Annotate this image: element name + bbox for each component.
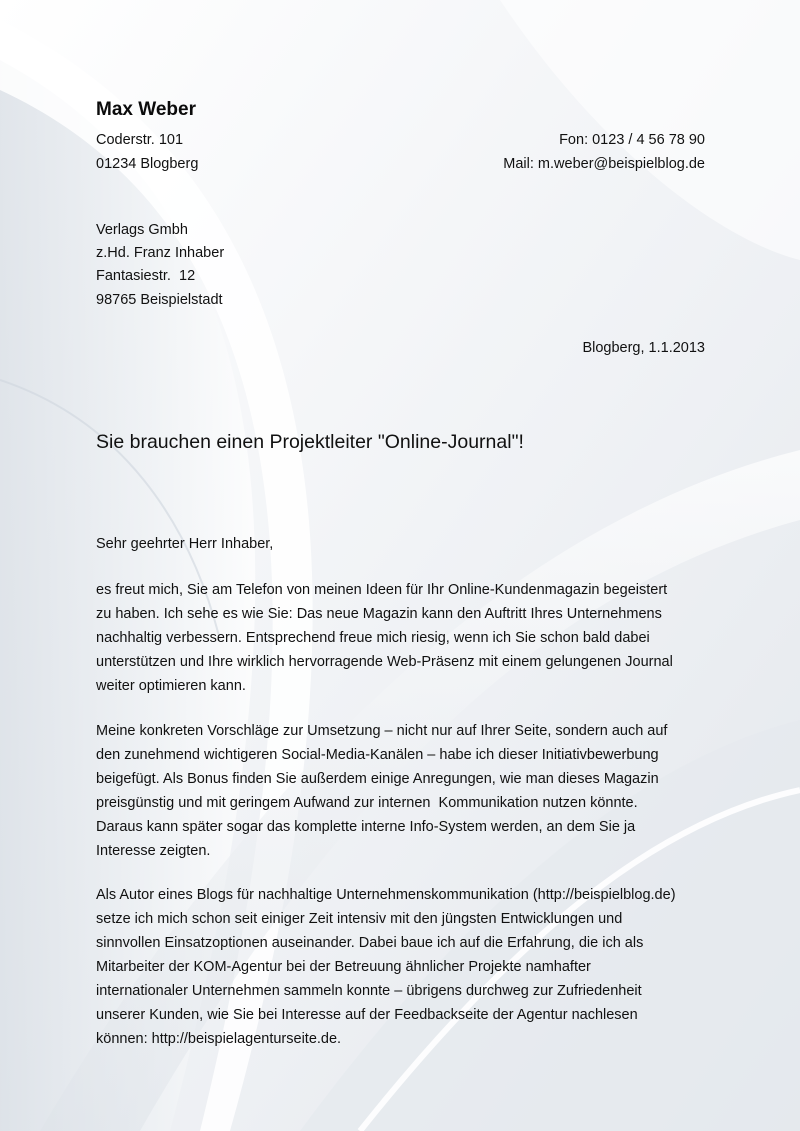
paragraph-line: preisgünstig und mit geringem Aufwand zur internen Kommunikation nutzen könnte. [96, 795, 638, 811]
letter-date: Blogberg, 1.1.2013 [582, 340, 705, 356]
paragraph-line: unterstützen und Ihre wirklich hervorragende Web-Präsenz mit einem gelungenen Journal [96, 654, 673, 670]
recipient-city: 98765 Beispielstadt [96, 292, 223, 308]
paragraph-line: es freut mich, Sie am Telefon von meinen Ideen für Ihr Online-Kundenmagazin begeistert [96, 582, 668, 598]
paragraph-line: beigefügt. Als Bonus finden Sie außerdem einige Anregungen, wie man dieses Magazin [96, 771, 659, 787]
recipient-company: Verlags Gmbh [96, 222, 188, 238]
paragraph-line: unserer Kunden, wie Sie bei Interesse auf der Feedbackseite der Agentur nachlesen [96, 1007, 638, 1023]
sender-phone: Fon: 0123 / 4 56 78 90 [559, 132, 705, 148]
paragraph-line: können: http://beispielagenturseite.de. [96, 1031, 342, 1047]
recipient-street: Fantasiestr. 12 [96, 268, 196, 284]
body-paragraph-1 [96, 578, 708, 698]
paragraph-line: internationaler Unternehmen sammeln konnte – übrigens durchweg zur Zufriedenheit [96, 983, 642, 999]
recipient-attention: z.Hd. Franz Inhaber [96, 245, 225, 261]
paragraph-line: den zunehmend wichtigeren Social-Media-Kanälen – habe ich dieser Initiativbewerbung [96, 747, 659, 763]
sender-city: 01234 Blogberg [96, 156, 199, 172]
sender-street: Coderstr. 101 [96, 132, 184, 148]
paragraph-line: Daraus kann später sogar das komplette interne Info-System werden, an dem Sie ja [96, 819, 636, 835]
paragraph-line: zu haben. Ich sehe es wie Sie: Das neue Magazin kann den Auftritt Ihres Unternehmens [96, 606, 662, 622]
body-paragraph-3 [96, 883, 708, 1051]
paragraph-line: sinnvollen Einsatzoptionen auseinander. Dabei baue ich auf die Erfahrung, die ich als [96, 935, 644, 951]
paragraph-line: nachhaltig verbessern. Entsprechend freue mich riesig, wenn ich Sie schon bald dabei [96, 630, 650, 646]
paragraph-line: Interesse zeigten. [96, 843, 211, 859]
paragraph-line: weiter optimieren kann. [96, 678, 246, 694]
paragraph-line: Meine konkreten Vorschläge zur Umsetzung – nicht nur auf Ihrer Seite, sondern auch auf [96, 723, 668, 739]
sender-mail: Mail: m.weber@beispielblog.de [503, 156, 705, 172]
letter-subject: Sie brauchen einen Projektleiter "Online-Journal"! [96, 431, 524, 453]
paragraph-line: Mitarbeiter der KOM-Agentur bei der Betreuung ähnlicher Projekte namhafter [96, 959, 591, 975]
paragraph-line: setze ich mich schon seit einiger Zeit intensiv mit den jüngsten Entwicklungen und [96, 911, 623, 927]
paragraph-line: Als Autor eines Blogs für nachhaltige Unternehmenskommunikation (http://beispielblog.de) [96, 887, 676, 903]
sender-name: Max Weber [96, 99, 196, 120]
salutation: Sehr geehrter Herr Inhaber, [96, 536, 274, 552]
body-paragraph-2 [96, 719, 708, 863]
